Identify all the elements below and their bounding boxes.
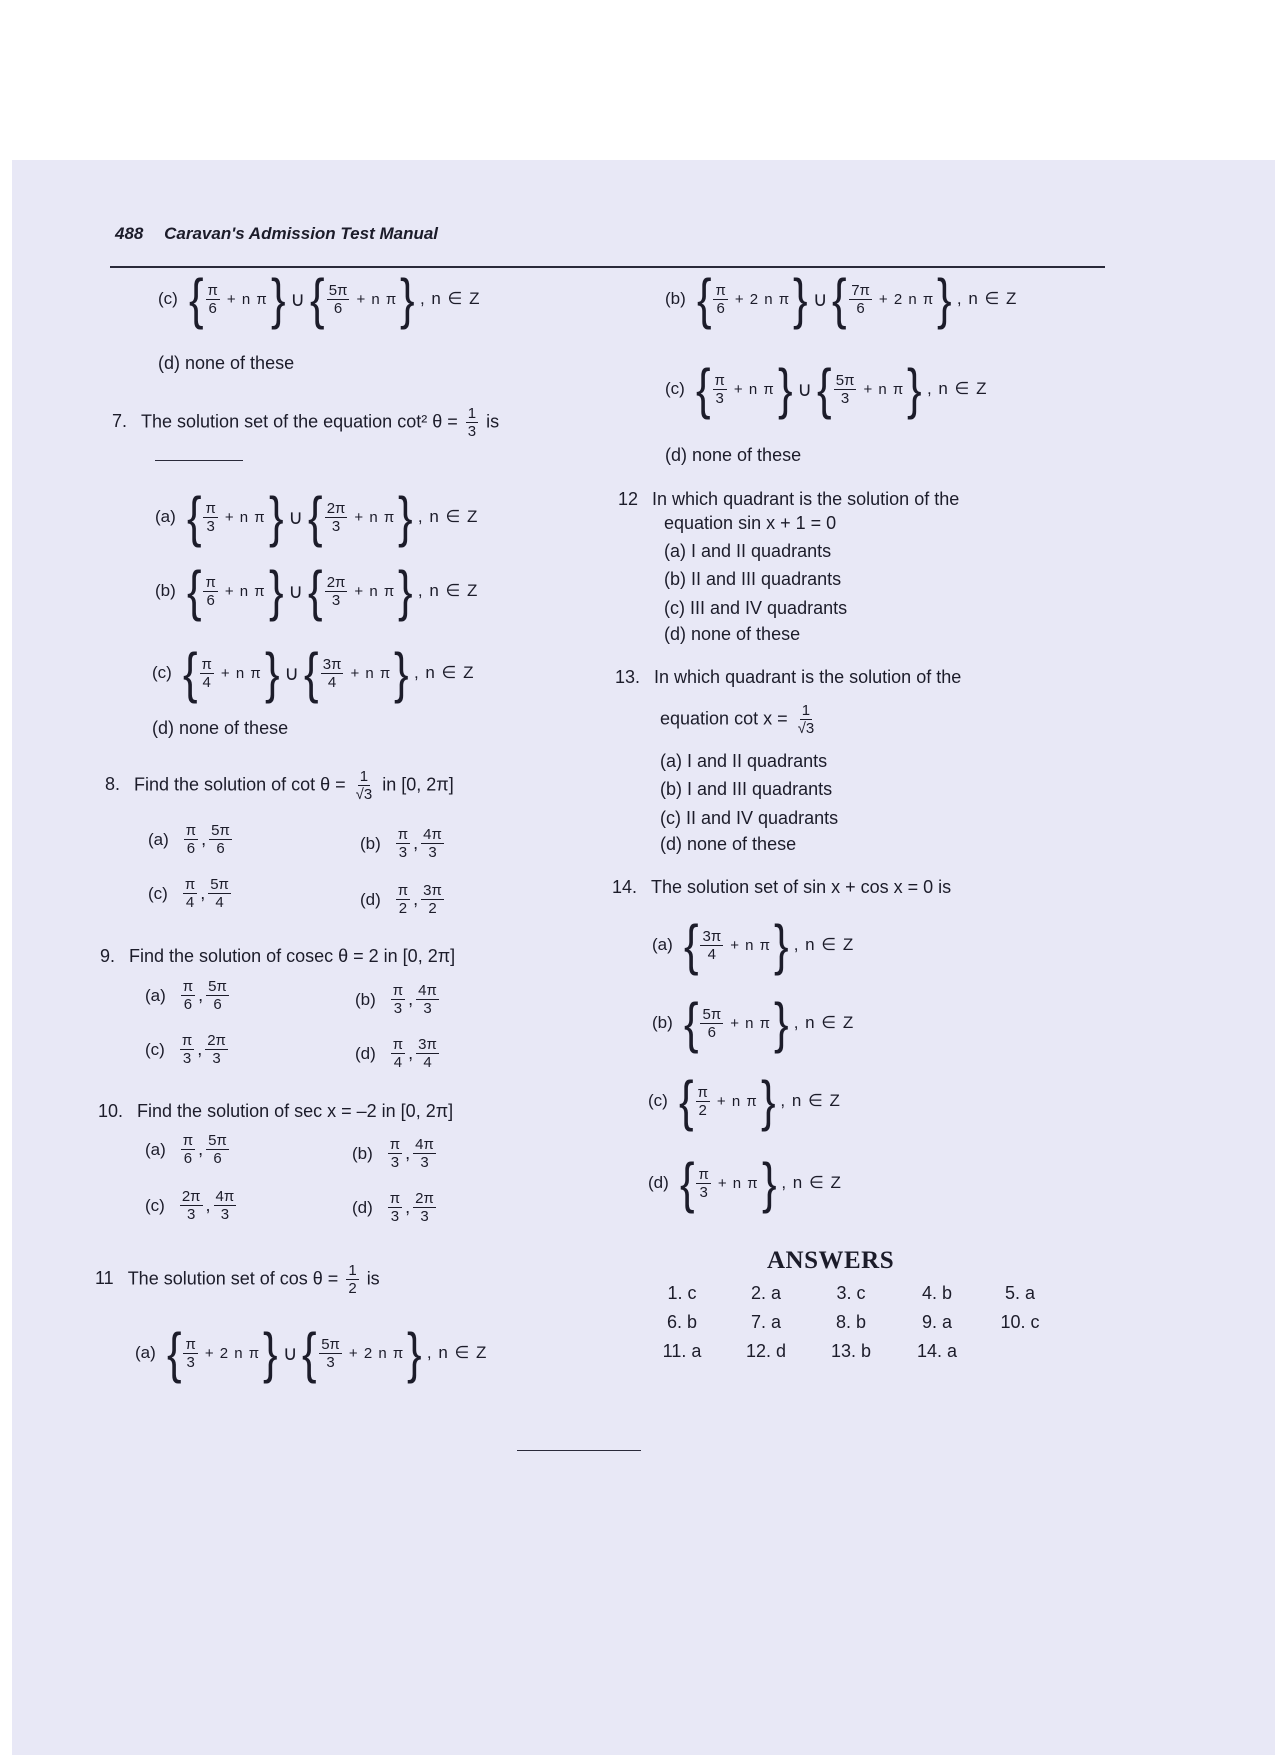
answer-item: 11. a — [662, 1341, 702, 1361]
q9-option-a: (a) $\frac{\pi}{6}$ , $\frac{5\pi}{6}$ — [145, 978, 227, 1013]
answer-item: 14. a — [916, 1341, 958, 1361]
answer-item: 5. a — [1004, 1283, 1036, 1303]
answer-item: 7. a — [750, 1312, 782, 1332]
answer-item: 4. b — [921, 1283, 953, 1303]
q11-option-a: (a) { $\frac{\pi}{3}$ + 2 n π } ∪ { $\frac{5\pi}{3}$ + 2 n π } , n ∈ Z — [135, 1321, 488, 1384]
answer-item: 9. a — [921, 1312, 953, 1332]
q9-stem: 9. Find the solution of cosec θ = 2 in [0, 2π] — [100, 946, 456, 966]
answers-heading: ANSWERS — [767, 1247, 895, 1274]
q14-option-a: (a) { $\frac{3\pi}{4}$ + n π } , n ∈ Z — [652, 913, 855, 976]
q13-option-b: (b) I and III quadrants — [660, 779, 833, 799]
q13-option-d: (d) none of these — [660, 834, 797, 854]
q7-option-d: (d) none of these — [152, 718, 289, 738]
q6-option-c: (c) { $\frac{\pi}{6}$ + n π } ∪ { $\frac{5\pi}{6}$ + n π } , n ∈ Z — [158, 267, 481, 330]
answer-item: 13. b — [830, 1341, 872, 1361]
q7-option-c: (c) { $\frac{\pi}{4}$ + n π } ∪ { $\frac{3\pi}{4}$ + n π } , n ∈ Z — [152, 641, 475, 704]
q9-option-c: (c) $\frac{\pi}{3}$ , $\frac{2\pi}{3}$ — [145, 1032, 226, 1067]
book-title: Caravan's Admission Test Manual — [164, 224, 439, 243]
q12-option-a: (a) I and II quadrants — [664, 541, 832, 561]
answer-item: 6. b — [666, 1312, 698, 1332]
answer-item: 10. c — [1000, 1312, 1040, 1332]
q8-option-c: (c) $\frac{\pi}{4}$ , $\frac{5\pi}{4}$ — [148, 876, 229, 911]
header-rule — [110, 266, 1105, 268]
q13-option-a: (a) I and II quadrants — [660, 751, 828, 771]
q7-stem: 7. The solution set of the equation cot² θ = $\frac{1}{3}$ is — [112, 405, 500, 440]
q11-option-b: (b) { $\frac{\pi}{6}$ + 2 n π } ∪ { $\frac{7\pi}{6}$ + 2 n π } , n ∈ Z — [665, 267, 1018, 330]
answer-item: 8. b — [835, 1312, 867, 1332]
q8-option-d: (d) $\frac{\pi}{2}$ , $\frac{3\pi}{2}$ — [360, 882, 442, 917]
q9-option-d: (d) $\frac{\pi}{4}$ , $\frac{3\pi}{4}$ — [355, 1036, 437, 1071]
q10-stem: 10. Find the solution of sec x = –2 in [0, 2π] — [98, 1101, 454, 1121]
q9-option-b: (b) $\frac{\pi}{3}$ , $\frac{4\pi}{3}$ — [355, 982, 437, 1017]
q8-option-a: (a) $\frac{\pi}{6}$ , $\frac{5\pi}{6}$ — [148, 822, 230, 857]
page-header — [115, 224, 438, 244]
q10-option-c: (c) $\frac{2\pi}{3}$ , $\frac{4\pi}{3}$ — [145, 1188, 235, 1223]
q14-option-d: (d) { $\frac{\pi}{3}$ + n π } , n ∈ Z — [648, 1151, 842, 1214]
q8-stem: 8. Find the solution of cot θ = $\frac{1}{√3}$ in [0, 2π] — [105, 768, 454, 803]
q13-line1: 13. In which quadrant is the solution of the — [615, 667, 962, 687]
answer-item — [980, 1341, 1060, 1362]
q8-option-b: (b) $\frac{\pi}{3}$ , $\frac{4\pi}{3}$ — [360, 826, 442, 861]
answer-item: 1. c — [667, 1283, 697, 1303]
answer-item: 12. d — [745, 1341, 787, 1361]
q10-option-b: (b) $\frac{\pi}{3}$ , $\frac{4\pi}{3}$ — [352, 1136, 434, 1171]
q7-option-a: (a) { $\frac{\pi}{3}$ + n π } ∪ { $\frac{2\pi}{3}$ + n π } , n ∈ Z — [155, 485, 479, 548]
q10-option-d: (d) $\frac{\pi}{3}$ , $\frac{2\pi}{3}$ — [352, 1190, 434, 1225]
q12-line1: 12 In which quadrant is the solution of the — [618, 489, 960, 509]
answers-grid — [640, 1283, 1060, 1362]
q14-option-b: (b) { $\frac{5\pi}{6}$ + n π } , n ∈ Z — [652, 991, 855, 1054]
q14-stem: 14. The solution set of sin x + cos x = 0 is — [612, 877, 952, 897]
q13-line2: equation cot x = $\frac{1}{√3}$ — [660, 702, 815, 737]
q12-option-b: (b) II and III quadrants — [664, 569, 842, 589]
q7-option-b: (b) { $\frac{\pi}{6}$ + n π } ∪ { $\frac{2\pi}{3}$ + n π } , n ∈ Z — [155, 559, 479, 622]
answer-item: 3. c — [836, 1283, 866, 1303]
q7-answer-blank — [155, 444, 243, 466]
q13-option-c: (c) II and IV quadrants — [660, 808, 839, 828]
q14-option-c: (c) { $\frac{\pi}{2}$ + n π } , n ∈ Z — [648, 1069, 841, 1132]
q6-option-d: (d) none of these — [158, 353, 295, 373]
q12-option-c: (c) III and IV quadrants — [664, 598, 848, 618]
answer-item: 2. a — [750, 1283, 782, 1303]
q11-option-c: (c) { $\frac{\pi}{3}$ + n π } ∪ { $\frac{5\pi}{3}$ + n π } , n ∈ Z — [665, 357, 988, 420]
q12-line2: equation sin x + 1 = 0 — [664, 513, 837, 533]
q12-option-d: (d) none of these — [664, 624, 801, 644]
page-number: 488 — [115, 224, 144, 243]
q11-stem: 11 The solution set of cos θ = $\frac{1}{2}$ is — [95, 1262, 380, 1297]
q10-option-a: (a) $\frac{\pi}{6}$ , $\frac{5\pi}{6}$ — [145, 1132, 227, 1167]
end-rule — [517, 1450, 641, 1451]
q11-option-d: (d) none of these — [665, 445, 802, 465]
